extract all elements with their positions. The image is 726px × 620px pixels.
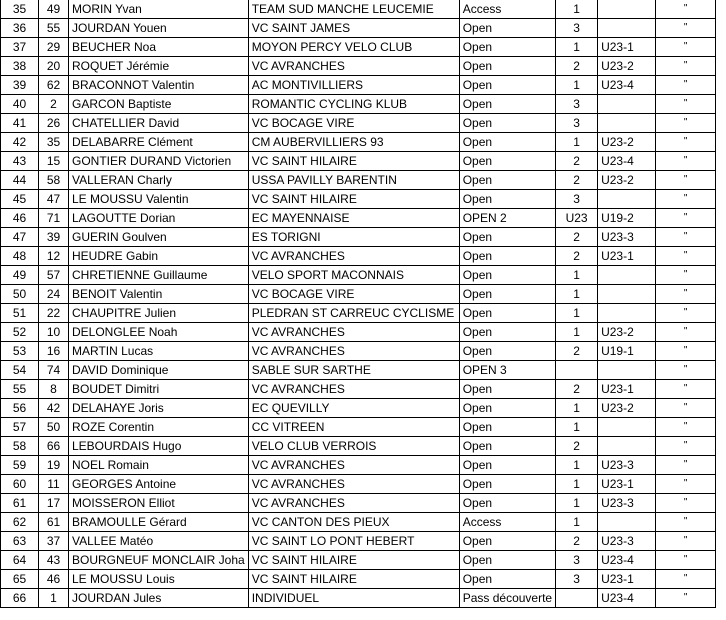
table-row: [1, 76, 716, 95]
club-cell[interactable]: VC AVRANCHES: [248, 456, 459, 475]
bib-cell[interactable]: 74: [39, 361, 69, 380]
ditto-mark-cell[interactable]: ": [656, 513, 716, 532]
sub-category-cell[interactable]: U23-2: [598, 171, 656, 190]
club-cell[interactable]: ROMANTIC CYCLING KLUB: [248, 95, 459, 114]
class-cell[interactable]: 2: [556, 171, 598, 190]
club-cell[interactable]: PLEDRAN ST CARREUC CYCLISME: [248, 304, 459, 323]
club-cell[interactable]: VC AVRANCHES: [248, 57, 459, 76]
ditto-mark-cell[interactable]: ": [656, 361, 716, 380]
class-cell[interactable]: 2: [556, 247, 598, 266]
sub-category-cell[interactable]: U23-3: [598, 456, 656, 475]
sub-category-cell[interactable]: U23-2: [598, 133, 656, 152]
bib-cell[interactable]: 26: [39, 114, 69, 133]
table-row: [1, 171, 716, 190]
rider-name-cell[interactable]: LE MOUSSU Valentin: [69, 190, 249, 209]
bib-cell[interactable]: 17: [39, 494, 69, 513]
rank-cell[interactable]: 59: [1, 456, 39, 475]
bib-cell[interactable]: 22: [39, 304, 69, 323]
rider-name-cell[interactable]: BOURGNEUF MONCLAIR Joha: [69, 551, 249, 570]
rider-name-cell[interactable]: LEBOURDAIS Hugo: [69, 437, 249, 456]
ditto-mark-cell[interactable]: ": [656, 437, 716, 456]
rider-name-cell[interactable]: GEORGES Antoine: [69, 475, 249, 494]
sub-category-cell[interactable]: U23-2: [598, 399, 656, 418]
club-cell[interactable]: VC AVRANCHES: [248, 494, 459, 513]
class-cell[interactable]: 2: [556, 342, 598, 361]
rider-name-cell[interactable]: DAVID Dominique: [69, 361, 249, 380]
rider-name-cell[interactable]: GONTIER DURAND Victorien: [69, 152, 249, 171]
bib-cell[interactable]: 57: [39, 266, 69, 285]
ditto-mark-cell[interactable]: ": [656, 57, 716, 76]
category-cell[interactable]: Open: [459, 418, 555, 437]
class-cell[interactable]: 1: [556, 475, 598, 494]
bib-cell[interactable]: 42: [39, 399, 69, 418]
ditto-mark-cell[interactable]: ": [656, 266, 716, 285]
class-cell[interactable]: 3: [556, 190, 598, 209]
table-row: [1, 475, 716, 494]
sub-category-cell[interactable]: [598, 418, 656, 437]
sub-category-cell[interactable]: [598, 437, 656, 456]
sub-category-cell[interactable]: U23-4: [598, 152, 656, 171]
category-cell[interactable]: Open: [459, 152, 555, 171]
club-cell[interactable]: VC AVRANCHES: [248, 380, 459, 399]
class-cell[interactable]: 1: [556, 456, 598, 475]
club-cell[interactable]: VELO SPORT MACONNAIS: [248, 266, 459, 285]
table-row: [1, 304, 716, 323]
rank-cell[interactable]: 55: [1, 380, 39, 399]
rank-cell[interactable]: 58: [1, 437, 39, 456]
table-row: [1, 133, 716, 152]
table-row: [1, 494, 716, 513]
rider-name-cell[interactable]: MORIN Yvan: [69, 0, 249, 19]
ditto-mark-cell[interactable]: ": [656, 38, 716, 57]
rank-cell[interactable]: 43: [1, 152, 39, 171]
ditto-mark-cell[interactable]: ": [656, 133, 716, 152]
bib-cell[interactable]: 46: [39, 570, 69, 589]
club-cell[interactable]: VC AVRANCHES: [248, 247, 459, 266]
category-cell[interactable]: Open: [459, 133, 555, 152]
class-cell[interactable]: 3: [556, 19, 598, 38]
category-cell[interactable]: Open: [459, 38, 555, 57]
table-row: [1, 247, 716, 266]
bib-cell[interactable]: 62: [39, 76, 69, 95]
sub-category-cell[interactable]: [598, 190, 656, 209]
bib-cell[interactable]: 71: [39, 209, 69, 228]
club-cell[interactable]: ES TORIGNI: [248, 228, 459, 247]
ditto-mark-cell[interactable]: ": [656, 0, 716, 19]
table-row: [1, 0, 716, 19]
category-cell[interactable]: Open: [459, 95, 555, 114]
ditto-mark-cell[interactable]: ": [656, 247, 716, 266]
rider-name-cell[interactable]: BOUDET Dimitri: [69, 380, 249, 399]
rank-cell[interactable]: 35: [1, 0, 39, 19]
club-cell[interactable]: AC MONTIVILLIERS: [248, 76, 459, 95]
sub-category-cell[interactable]: U23-1: [598, 380, 656, 399]
bib-cell[interactable]: 1: [39, 589, 69, 608]
rank-cell[interactable]: 53: [1, 342, 39, 361]
ditto-mark-cell[interactable]: ": [656, 475, 716, 494]
club-cell[interactable]: VC BOCAGE VIRE: [248, 285, 459, 304]
sub-category-cell[interactable]: U23-2: [598, 323, 656, 342]
class-cell[interactable]: 2: [556, 532, 598, 551]
club-cell[interactable]: SABLE SUR SARTHE: [248, 361, 459, 380]
class-cell[interactable]: 1: [556, 285, 598, 304]
category-cell[interactable]: Open: [459, 494, 555, 513]
rider-name-cell[interactable]: DELONGLEE Noah: [69, 323, 249, 342]
bib-cell[interactable]: 20: [39, 57, 69, 76]
club-cell[interactable]: EC QUEVILLY: [248, 399, 459, 418]
bib-cell[interactable]: 2: [39, 95, 69, 114]
club-cell[interactable]: INDIVIDUEL: [248, 589, 459, 608]
rider-name-cell[interactable]: BRAMOULLE Gérard: [69, 513, 249, 532]
category-cell[interactable]: OPEN 2: [459, 209, 555, 228]
bib-cell[interactable]: 10: [39, 323, 69, 342]
class-cell[interactable]: 3: [556, 114, 598, 133]
club-cell[interactable]: CM AUBERVILLIERS 93: [248, 133, 459, 152]
club-cell[interactable]: VELO CLUB VERROIS: [248, 437, 459, 456]
class-cell[interactable]: 1: [556, 38, 598, 57]
bib-cell[interactable]: 15: [39, 152, 69, 171]
sub-category-cell[interactable]: [598, 19, 656, 38]
sub-category-cell[interactable]: [598, 266, 656, 285]
ditto-mark-cell[interactable]: ": [656, 209, 716, 228]
club-cell[interactable]: USSA PAVILLY BARENTIN: [248, 171, 459, 190]
rank-cell[interactable]: 56: [1, 399, 39, 418]
category-cell[interactable]: Open: [459, 323, 555, 342]
club-cell[interactable]: EC MAYENNAISE: [248, 209, 459, 228]
class-cell[interactable]: [556, 361, 598, 380]
ditto-mark-cell[interactable]: ": [656, 171, 716, 190]
rank-cell[interactable]: 66: [1, 589, 39, 608]
club-cell[interactable]: VC SAINT HILAIRE: [248, 570, 459, 589]
rank-cell[interactable]: 49: [1, 266, 39, 285]
table-row: [1, 380, 716, 399]
rider-name-cell[interactable]: ROQUET Jérémie: [69, 57, 249, 76]
club-cell[interactable]: VC AVRANCHES: [248, 475, 459, 494]
category-cell[interactable]: Open: [459, 171, 555, 190]
table-row: [1, 57, 716, 76]
rank-cell[interactable]: 46: [1, 209, 39, 228]
bib-cell[interactable]: 66: [39, 437, 69, 456]
rank-cell[interactable]: 52: [1, 323, 39, 342]
table-row: [1, 361, 716, 380]
ditto-mark-cell[interactable]: ": [656, 76, 716, 95]
rank-cell[interactable]: 48: [1, 247, 39, 266]
category-cell[interactable]: Open: [459, 114, 555, 133]
bib-cell[interactable]: 49: [39, 0, 69, 19]
results-table-body: [1, 0, 716, 608]
rank-cell[interactable]: 40: [1, 95, 39, 114]
table-row: [1, 532, 716, 551]
class-cell[interactable]: 1: [556, 418, 598, 437]
table-row: [1, 19, 716, 38]
category-cell[interactable]: Open: [459, 190, 555, 209]
category-cell[interactable]: Open: [459, 570, 555, 589]
ditto-mark-cell[interactable]: ": [656, 95, 716, 114]
ditto-mark-cell[interactable]: ": [656, 456, 716, 475]
class-cell[interactable]: U23: [556, 209, 598, 228]
sub-category-cell[interactable]: U23-3: [598, 494, 656, 513]
class-cell[interactable]: 2: [556, 152, 598, 171]
table-row: [1, 190, 716, 209]
rank-cell[interactable]: 57: [1, 418, 39, 437]
category-cell[interactable]: Open: [459, 285, 555, 304]
class-cell[interactable]: 2: [556, 57, 598, 76]
category-cell[interactable]: Open: [459, 247, 555, 266]
table-row: [1, 38, 716, 57]
club-cell[interactable]: VC SAINT HILAIRE: [248, 190, 459, 209]
sub-category-cell[interactable]: [598, 513, 656, 532]
sub-category-cell[interactable]: [598, 285, 656, 304]
sub-category-cell[interactable]: U19-2: [598, 209, 656, 228]
rider-name-cell[interactable]: JOURDAN Youen: [69, 19, 249, 38]
category-cell[interactable]: OPEN 3: [459, 361, 555, 380]
rank-cell[interactable]: 38: [1, 57, 39, 76]
bib-cell[interactable]: 43: [39, 551, 69, 570]
sub-category-cell[interactable]: U19-1: [598, 342, 656, 361]
sub-category-cell[interactable]: U23-3: [598, 228, 656, 247]
bib-cell[interactable]: 12: [39, 247, 69, 266]
rank-cell[interactable]: 54: [1, 361, 39, 380]
ditto-mark-cell[interactable]: ": [656, 494, 716, 513]
club-cell[interactable]: TEAM SUD MANCHE LEUCEMIE: [248, 0, 459, 19]
class-cell[interactable]: 3: [556, 95, 598, 114]
class-cell[interactable]: 2: [556, 228, 598, 247]
bib-cell[interactable]: 29: [39, 38, 69, 57]
table-row: [1, 551, 716, 570]
rider-name-cell[interactable]: BRACONNOT Valentin: [69, 76, 249, 95]
club-cell[interactable]: MOYON PERCY VELO CLUB: [248, 38, 459, 57]
ditto-mark-cell[interactable]: ": [656, 152, 716, 171]
rank-cell[interactable]: 44: [1, 171, 39, 190]
club-cell[interactable]: VC BOCAGE VIRE: [248, 114, 459, 133]
rank-cell[interactable]: 41: [1, 114, 39, 133]
ditto-mark-cell[interactable]: ": [656, 190, 716, 209]
table-row: [1, 95, 716, 114]
ditto-mark-cell[interactable]: ": [656, 19, 716, 38]
class-cell[interactable]: 1: [556, 76, 598, 95]
sub-category-cell[interactable]: U23-1: [598, 247, 656, 266]
table-row: [1, 266, 716, 285]
class-cell[interactable]: 1: [556, 304, 598, 323]
class-cell[interactable]: 1: [556, 323, 598, 342]
rank-cell[interactable]: 62: [1, 513, 39, 532]
class-cell[interactable]: [556, 589, 598, 608]
category-cell[interactable]: Open: [459, 456, 555, 475]
table-row: [1, 589, 716, 608]
table-row: [1, 228, 716, 247]
category-cell[interactable]: Access: [459, 0, 555, 19]
class-cell[interactable]: 1: [556, 266, 598, 285]
rank-cell[interactable]: 61: [1, 494, 39, 513]
club-cell[interactable]: CC VITREEN: [248, 418, 459, 437]
rider-name-cell[interactable]: LE MOUSSU Louis: [69, 570, 249, 589]
category-cell[interactable]: Open: [459, 532, 555, 551]
rank-cell[interactable]: 50: [1, 285, 39, 304]
category-cell[interactable]: Open: [459, 304, 555, 323]
rider-name-cell[interactable]: LAGOUTTE Dorian: [69, 209, 249, 228]
rider-name-cell[interactable]: BEUCHER Noa: [69, 38, 249, 57]
rank-cell[interactable]: 47: [1, 228, 39, 247]
table-row: [1, 114, 716, 133]
bib-cell[interactable]: 37: [39, 532, 69, 551]
class-cell[interactable]: 1: [556, 133, 598, 152]
category-cell[interactable]: Open: [459, 380, 555, 399]
category-cell[interactable]: Open: [459, 57, 555, 76]
category-cell[interactable]: Open: [459, 475, 555, 494]
sub-category-cell[interactable]: U23-4: [598, 551, 656, 570]
club-cell[interactable]: VC SAINT HILAIRE: [248, 152, 459, 171]
bib-cell[interactable]: 19: [39, 456, 69, 475]
table-row: [1, 342, 716, 361]
category-cell[interactable]: Open: [459, 228, 555, 247]
rider-name-cell[interactable]: CHRETIENNE Guillaume: [69, 266, 249, 285]
class-cell[interactable]: 3: [556, 551, 598, 570]
bib-cell[interactable]: 39: [39, 228, 69, 247]
ditto-mark-cell[interactable]: ": [656, 532, 716, 551]
class-cell[interactable]: 1: [556, 399, 598, 418]
sub-category-cell[interactable]: [598, 114, 656, 133]
rider-name-cell[interactable]: GARCON Baptiste: [69, 95, 249, 114]
table-row: [1, 418, 716, 437]
rank-cell[interactable]: 63: [1, 532, 39, 551]
ditto-mark-cell[interactable]: ": [656, 114, 716, 133]
ditto-mark-cell[interactable]: ": [656, 570, 716, 589]
rider-name-cell[interactable]: MOISSERON Elliot: [69, 494, 249, 513]
table-row: [1, 456, 716, 475]
rider-name-cell[interactable]: CHAUPITRE Julien: [69, 304, 249, 323]
ditto-mark-cell[interactable]: ": [656, 551, 716, 570]
category-cell[interactable]: Access: [459, 513, 555, 532]
sub-category-cell[interactable]: U23-1: [598, 38, 656, 57]
bib-cell[interactable]: 50: [39, 418, 69, 437]
rank-cell[interactable]: 65: [1, 570, 39, 589]
rank-cell[interactable]: 39: [1, 76, 39, 95]
rank-cell[interactable]: 45: [1, 190, 39, 209]
category-cell[interactable]: Open: [459, 437, 555, 456]
ditto-mark-cell[interactable]: ": [656, 380, 716, 399]
club-cell[interactable]: VC AVRANCHES: [248, 342, 459, 361]
ditto-mark-cell[interactable]: ": [656, 418, 716, 437]
bib-cell[interactable]: 11: [39, 475, 69, 494]
bib-cell[interactable]: 16: [39, 342, 69, 361]
bib-cell[interactable]: 61: [39, 513, 69, 532]
sub-category-cell[interactable]: [598, 304, 656, 323]
rank-cell[interactable]: 42: [1, 133, 39, 152]
bib-cell[interactable]: 55: [39, 19, 69, 38]
sub-category-cell[interactable]: U23-4: [598, 76, 656, 95]
bib-cell[interactable]: 47: [39, 190, 69, 209]
club-cell[interactable]: VC SAINT HILAIRE: [248, 551, 459, 570]
ditto-mark-cell[interactable]: ": [656, 304, 716, 323]
rank-cell[interactable]: 36: [1, 19, 39, 38]
club-cell[interactable]: VC SAINT LO PONT HEBERT: [248, 532, 459, 551]
rider-name-cell[interactable]: DELAHAYE Joris: [69, 399, 249, 418]
rider-name-cell[interactable]: NOEL Romain: [69, 456, 249, 475]
class-cell[interactable]: 2: [556, 437, 598, 456]
sub-category-cell[interactable]: U23-1: [598, 475, 656, 494]
bib-cell[interactable]: 58: [39, 171, 69, 190]
ditto-mark-cell[interactable]: ": [656, 228, 716, 247]
sub-category-cell[interactable]: [598, 95, 656, 114]
rank-cell[interactable]: 51: [1, 304, 39, 323]
table-row: [1, 437, 716, 456]
rider-name-cell[interactable]: DELABARRE Clément: [69, 133, 249, 152]
class-cell[interactable]: 1: [556, 494, 598, 513]
table-row: [1, 399, 716, 418]
table-row: [1, 152, 716, 171]
category-cell[interactable]: Open: [459, 19, 555, 38]
rider-name-cell[interactable]: MARTIN Lucas: [69, 342, 249, 361]
rider-name-cell[interactable]: BENOIT Valentin: [69, 285, 249, 304]
bib-cell[interactable]: 8: [39, 380, 69, 399]
table-row: [1, 285, 716, 304]
club-cell[interactable]: VC CANTON DES PIEUX: [248, 513, 459, 532]
sub-category-cell[interactable]: U23-1: [598, 570, 656, 589]
rank-cell[interactable]: 37: [1, 38, 39, 57]
table-row: [1, 513, 716, 532]
rider-name-cell[interactable]: GUERIN Goulven: [69, 228, 249, 247]
category-cell[interactable]: Open: [459, 399, 555, 418]
class-cell[interactable]: 1: [556, 513, 598, 532]
ditto-mark-cell[interactable]: ": [656, 285, 716, 304]
rider-name-cell[interactable]: VALLERAN Charly: [69, 171, 249, 190]
table-row: [1, 570, 716, 589]
table-row: [1, 323, 716, 342]
category-cell[interactable]: Pass découverte: [459, 589, 555, 608]
ditto-mark-cell[interactable]: ": [656, 589, 716, 608]
rider-name-cell[interactable]: CHATELLIER David: [69, 114, 249, 133]
club-cell[interactable]: VC SAINT JAMES: [248, 19, 459, 38]
category-cell[interactable]: Open: [459, 342, 555, 361]
ditto-mark-cell[interactable]: ": [656, 323, 716, 342]
sub-category-cell[interactable]: [598, 361, 656, 380]
rider-name-cell[interactable]: ROZE Corentin: [69, 418, 249, 437]
sub-category-cell[interactable]: U23-3: [598, 532, 656, 551]
class-cell[interactable]: 3: [556, 570, 598, 589]
class-cell[interactable]: 2: [556, 380, 598, 399]
ditto-mark-cell[interactable]: ": [656, 342, 716, 361]
category-cell[interactable]: Open: [459, 551, 555, 570]
category-cell[interactable]: Open: [459, 266, 555, 285]
category-cell[interactable]: Open: [459, 76, 555, 95]
table-row: [1, 209, 716, 228]
rider-name-cell[interactable]: JOURDAN Jules: [69, 589, 249, 608]
rider-name-cell[interactable]: HEUDRE Gabin: [69, 247, 249, 266]
sub-category-cell[interactable]: [598, 0, 656, 19]
sub-category-cell[interactable]: U23-4: [598, 589, 656, 608]
rider-name-cell[interactable]: VALLEE Matéo: [69, 532, 249, 551]
rank-cell[interactable]: 60: [1, 475, 39, 494]
rank-cell[interactable]: 64: [1, 551, 39, 570]
ditto-mark-cell[interactable]: ": [656, 399, 716, 418]
sub-category-cell[interactable]: U23-2: [598, 57, 656, 76]
bib-cell[interactable]: 35: [39, 133, 69, 152]
bib-cell[interactable]: 24: [39, 285, 69, 304]
club-cell[interactable]: VC AVRANCHES: [248, 323, 459, 342]
class-cell[interactable]: 1: [556, 0, 598, 19]
